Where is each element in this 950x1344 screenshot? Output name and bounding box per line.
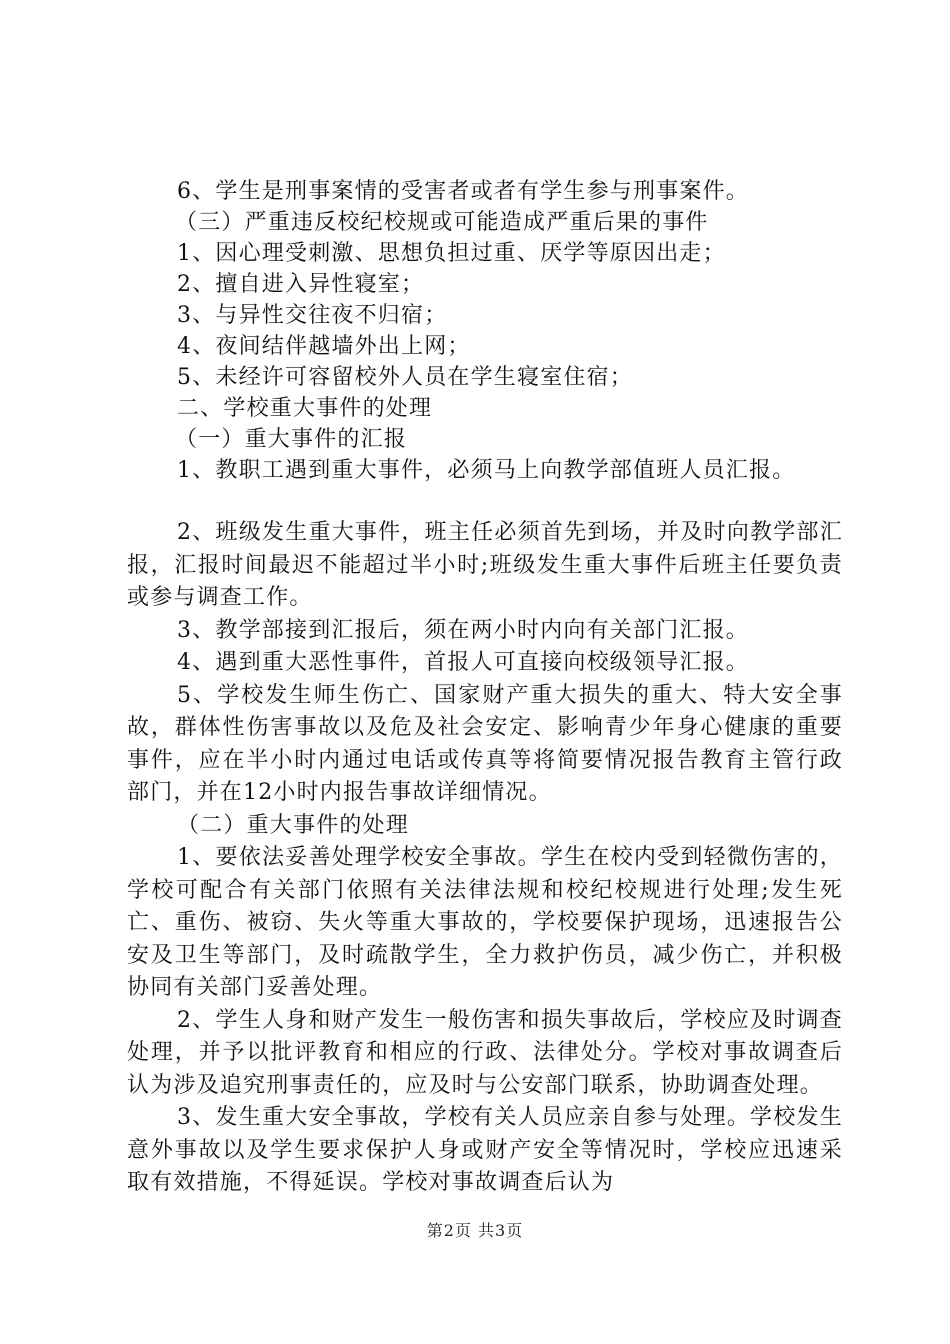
section-heading: （二）重大事件的处理	[177, 812, 410, 838]
paragraph: 1、要依法妥善处理学校安全事故。学生在校内受到轻微伤害的，学校可配合有关部门依照有关法律法规和校纪校规进行处理;发生死亡、重伤、被窃、失火等重大事故的，学校要保护现场，迅速报告公安及卫生等部门，及时疏散学生，全力救护伤员，减少伤亡，并积极协同有关部门妥善处理。	[127, 845, 843, 1000]
paragraph: 5、学校发生师生伤亡、国家财产重大损失的重大、特大安全事故，群体性伤害事故以及危及社会安定、影响青少年身心健康的重要事件，应在半小时内通过电话或传真等将简要情况报告教育主管行政部门，并在12小时内报告事故详细情况。	[127, 682, 843, 805]
page-number: 第2页 共3页	[426, 1221, 524, 1240]
text-line: 1、教职工遇到重大事件，必须马上向教学部值班人员汇报。	[177, 458, 796, 483]
text-line: 6、学生是刑事案情的受害者或者有学生参与刑事案件。	[177, 179, 749, 204]
text-line: 3、与异性交往夜不归宿；	[177, 303, 448, 328]
text-line: 1、因心理受刺激、思想负担过重、厌学等原因出走；	[177, 241, 726, 266]
paragraph: 3、教学部接到汇报后，须在两小时内向有关部门汇报。	[177, 617, 749, 643]
text-line: 2、擅自进入异性寝室；	[177, 272, 425, 297]
text-line: 4、夜间结伴越墙外出上网；	[177, 334, 471, 359]
paragraph: 2、学生人身和财产发生一般伤害和损失事故后，学校应及时调查处理，并予以批评教育和相应的行政、法律处分。学校对事故调查后认为涉及追究刑事责任的，应及时与公安部门联系，协助调查处理。	[127, 1007, 843, 1098]
paragraph: 2、班级发生重大事件，班主任必须首先到场，并及时向教学部汇报，汇报时间最迟不能超过半小时;班级发生重大事件后班主任要负责或参与调查工作。	[127, 520, 843, 610]
text-line: 5、未经许可容留校外人员在学生寝室住宿；	[177, 365, 633, 390]
section-heading: （一）重大事件的汇报	[175, 427, 408, 452]
paragraph: 4、遇到重大恶性事件，首报人可直接向校级领导汇报。	[177, 650, 749, 675]
section-heading: （三）严重违反校纪校规或可能造成严重后果的事件	[175, 210, 709, 235]
document-body	[127, 176, 843, 1200]
paragraph: 3、发生重大安全事故，学校有关人员应亲自参与处理。学校发生意外事故以及学生要求保护人身或财产安全等情况时，学校应迅速采取有效措施，不得延误。学校对事故调查后认为	[127, 1105, 843, 1195]
chapter-heading: 二、学校重大事件的处理	[177, 396, 433, 421]
blank-line	[127, 486, 843, 517]
